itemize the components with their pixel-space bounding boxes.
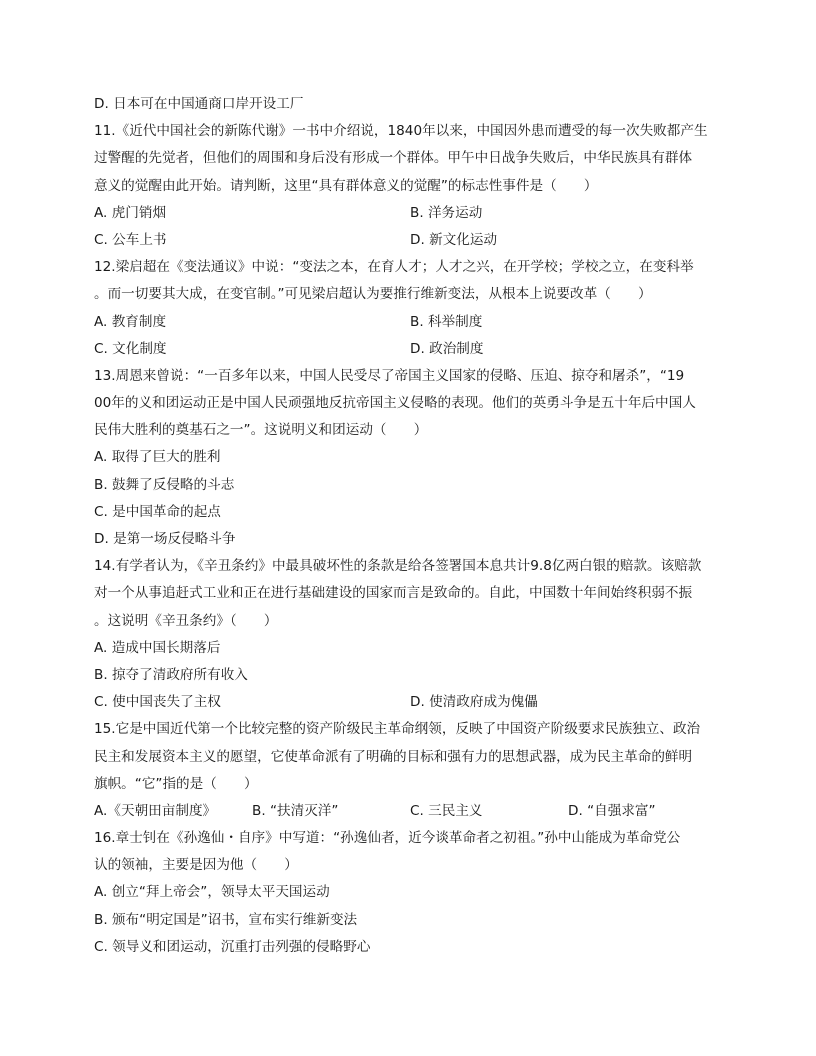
q14-stem-line-1: 14.有学者认为，《辛丑条约》中最具破坏性的条款是给各签署国本息共计9.8亿两白银的赔款。该赔款 xyxy=(94,558,702,575)
q14-options-row-cd xyxy=(94,689,726,716)
q14-stem-line-2: 对一个从事追赶式工业和正在进行基础建设的国家而言是致命的。自此，中国数十年间始终积弱不振 xyxy=(94,585,693,602)
q13-stem-line-3: 民伟大胜利的奠基石之一”。这说明义和团运动（ ） xyxy=(94,422,428,439)
q14-option-c: C. 使中国丧失了主权 xyxy=(94,694,221,711)
q13-option-b: B. 鼓舞了反侵略的斗志 xyxy=(94,476,235,493)
q16-option-b: B. 颁布“明定国是”诏书，宣布实行维新变法 xyxy=(94,911,358,928)
q14-stem-line-3: 。这说明《辛丑条约》（ ） xyxy=(94,612,278,629)
q15-option-b: B. “扶清灭洋” xyxy=(252,802,339,819)
q16-option-a: A. 创立“拜上帝会”，领导太平天国运动 xyxy=(94,884,330,901)
q13-option-d: D. 是第一场反侵略斗争 xyxy=(94,531,236,547)
q12-option-b: B. 科举制度 xyxy=(410,313,483,330)
q12-options-row-1 xyxy=(94,309,726,336)
q14-option-a: A. 造成中国长期落后 xyxy=(94,639,221,656)
q16-stem-line-1: 16.章士钊在《孙逸仙・自序》中写道：“孙逸仙者，近今谈革命者之初祖。”孙中山能成为革命党公 xyxy=(94,830,681,847)
q13-stem-line-2: 00年的义和团运动正是中国人民顽强地反抗帝国主义侵略的表现。他们的英勇斗争是五十年后中国人 xyxy=(94,395,696,412)
q12-option-c: C. 文化制度 xyxy=(94,340,167,357)
q15-stem-line-3: 旗帜。“它”指的是（ ） xyxy=(94,775,258,792)
q12-option-a: A. 教育制度 xyxy=(94,313,167,330)
q13-stem-line-1: 13.周恩来曾说：“一百多年以来，中国人民受尽了帝国主义国家的侵略、压迫、掠夺和屠杀”，“19 xyxy=(94,367,685,384)
q11-options-row-1 xyxy=(94,200,726,227)
q11-option-d: D. 新文化运动 xyxy=(410,231,498,248)
q13-option-a: A. 取得了巨大的胜利 xyxy=(94,449,221,466)
q16-stem-line-2: 认的领袖，主要是因为他（ ） xyxy=(94,857,298,874)
q12-option-d: D. 政治制度 xyxy=(410,340,484,357)
q14-option-d: D. 使清政府成为傀儡 xyxy=(410,694,538,711)
q11-option-a: A. 虎门销烟 xyxy=(94,204,167,221)
q16-option-c: C. 领导义和团运动，沉重打击列强的侵略野心 xyxy=(94,938,371,955)
q15-options-row xyxy=(94,798,726,825)
q11-stem-line-1: 11.《近代中国社会的新陈代谢》一书中介绍说，1840年以来，中国因外患而遭受的每一次失败都产生 xyxy=(94,123,708,140)
q11-options-row-2 xyxy=(94,227,726,254)
q12-options-row-2 xyxy=(94,336,726,363)
q13-option-c: C. 是中国革命的起点 xyxy=(94,503,221,520)
q14-option-b: B. 掠夺了清政府所有收入 xyxy=(94,666,248,683)
q10-option-d: D. 日本可在中国通商口岸开设工厂 xyxy=(94,96,304,112)
question-text-block xyxy=(94,91,726,961)
q11-option-b: B. 洋务运动 xyxy=(410,204,483,221)
q15-stem-line-2: 民主和发展资本主义的愿望，它使革命派有了明确的目标和强有力的思想武器，成为民主革命的鲜明 xyxy=(94,748,693,765)
q11-stem-line-2: 过警醒的先觉者，但他们的周围和身后没有形成一个群体。甲午中日战争失败后，中华民族具有群体 xyxy=(94,150,693,167)
q11-option-c: C. 公车上书 xyxy=(94,231,167,248)
q15-stem-line-1: 15.它是中国近代第一个比较完整的资产阶级民主革命纲领，反映了中国资产阶级要求民族独立、政治 xyxy=(94,721,701,738)
q15-option-c: C. 三民主义 xyxy=(410,802,483,819)
q12-stem-line-2: 。而一切要其大成，在变官制。”可见梁启超认为要推行维新变法，从根本上说要改革（ ） xyxy=(94,286,652,303)
q15-option-a: A.《天朝田亩制度》 xyxy=(94,802,217,819)
q12-stem-line-1: 12.梁启超在《变法通议》中说：“变法之本，在育人才；人才之兴，在开学校；学校之立，在变科举 xyxy=(94,259,694,276)
q15-option-d: D. “自强求富” xyxy=(568,802,656,819)
q11-stem-line-3: 意义的觉醒由此开始。请判断，这里“具有群体意义的觉醒”的标志性事件是（ ） xyxy=(94,177,598,194)
